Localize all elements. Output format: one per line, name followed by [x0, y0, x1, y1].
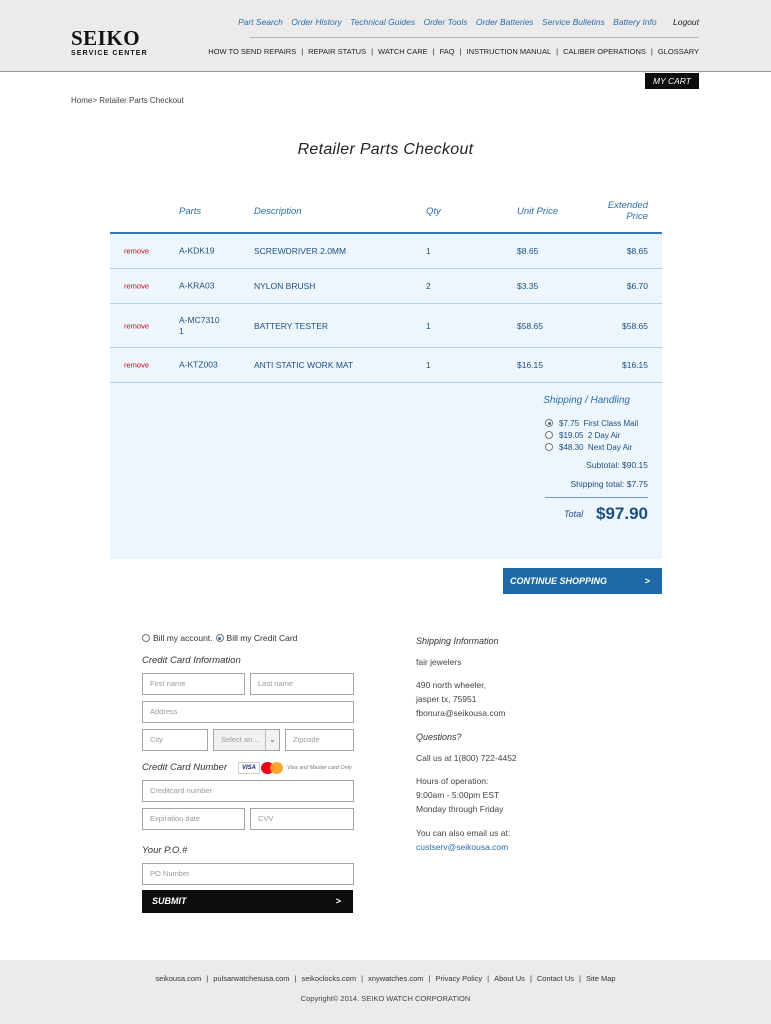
address-field[interactable]: Address: [142, 701, 354, 723]
cc-info-title: Credit Card Information: [142, 655, 241, 666]
submit-button[interactable]: [142, 890, 353, 913]
email-us-label: You can also email us at:: [416, 828, 511, 838]
nav-how-to-send-repairs[interactable]: HOW TO SEND REPAIRS: [208, 47, 297, 56]
part-qty: 1: [426, 360, 431, 370]
footer-separator: |: [294, 974, 297, 983]
accepted-cards: [238, 762, 352, 774]
card-number-field[interactable]: Creditcard number: [142, 780, 354, 802]
ship-to-address1: 490 north wheeler,: [416, 680, 486, 690]
shipping-option-2-day[interactable]: [545, 429, 638, 441]
unit-price: $16.15: [517, 360, 543, 370]
cvv-field[interactable]: CVV: [250, 808, 354, 830]
footer-separator: |: [487, 974, 490, 983]
table-row: [110, 269, 662, 304]
header-qty: Qty: [426, 206, 441, 217]
billing-method: [142, 633, 300, 643]
support-email-link[interactable]: custserv@seikousa.com: [416, 842, 509, 852]
toplink-part-search[interactable]: Part Search: [237, 17, 283, 27]
toplink-order-batteries[interactable]: Order Batteries: [475, 17, 534, 27]
part-description: ANTI STATIC WORK MAT: [254, 360, 354, 370]
footer-link-seikoclocks[interactable]: seikoclocks.com: [301, 974, 357, 983]
nav-repair-status[interactable]: REPAIR STATUS: [308, 47, 367, 56]
po-title: Your P.O.#: [142, 845, 188, 856]
remove-link[interactable]: remove: [124, 246, 150, 256]
toplink-order-history[interactable]: Order History: [291, 17, 342, 27]
part-description: BATTERY TESTER: [254, 320, 329, 331]
cc-number-title: Credit Card Number: [142, 762, 227, 773]
shipping-total: Shipping total: $7.75: [570, 479, 648, 489]
summary-divider: [545, 497, 648, 498]
extended-price: $16.15: [622, 360, 648, 370]
extended-price: $58.65: [622, 320, 648, 331]
bill-account-label: Bill my account.: [153, 633, 213, 643]
chevron-down-icon: ⌄: [265, 730, 279, 750]
shipping-info-title: Shipping Information: [416, 636, 499, 646]
state-select[interactable]: [213, 729, 280, 751]
city-field[interactable]: City: [142, 729, 208, 751]
bill-card-label: Bill my Credit Card: [226, 633, 298, 643]
footer-link-privacy[interactable]: Privacy Policy: [435, 974, 483, 983]
cards-note: Visa and Master card Only: [287, 765, 352, 771]
footer-separator: |: [206, 974, 209, 983]
header-extended-price: Extended Price: [607, 200, 648, 222]
nav-separator: |: [650, 47, 653, 56]
nav-faq[interactable]: FAQ: [439, 47, 455, 56]
state-select-value: Select an ...: [221, 735, 261, 744]
zipcode-field[interactable]: Zipcode: [285, 729, 354, 751]
footer-separator: |: [361, 974, 364, 983]
order-summary: [110, 383, 662, 559]
page-title: Retailer Parts Checkout: [297, 141, 474, 158]
shipping-option-label: $48.30 Next Day Air: [559, 442, 633, 452]
extended-price: $6.70: [626, 281, 648, 291]
first-name-field[interactable]: First name: [142, 673, 245, 695]
expiration-date-field[interactable]: Expiration date: [142, 808, 245, 830]
part-description: SCREWDRIVER 2.0MM: [254, 246, 347, 256]
part-qty: 1: [426, 246, 431, 256]
table-row: [110, 234, 662, 269]
table-row: [110, 304, 662, 348]
nav-separator: |: [301, 47, 304, 56]
extended-price: $8.65: [626, 246, 648, 256]
header-divider: [250, 37, 699, 38]
header-description: Description: [254, 206, 302, 217]
logo-subtitle: SERVICE CENTER: [71, 50, 148, 57]
continue-shopping-button[interactable]: [503, 568, 662, 594]
footer-link-seikousa[interactable]: seikousa.com: [155, 974, 202, 983]
nav-separator: |: [556, 47, 559, 56]
footer-link-sitemap[interactable]: Site Map: [585, 974, 616, 983]
table-row: [110, 348, 662, 383]
part-number: A-MC73101: [179, 314, 220, 336]
mastercard-icon: [261, 762, 283, 774]
questions-title: Questions?: [416, 732, 462, 742]
radio-unselected[interactable]: [545, 443, 553, 451]
support-email-container: [416, 840, 508, 854]
toplink-order-tools[interactable]: Order Tools: [423, 17, 468, 27]
footer-link-about[interactable]: About Us: [494, 974, 525, 983]
part-qty: 2: [426, 281, 431, 291]
chevron-right-icon: >: [335, 896, 341, 906]
ship-to-address2: jasper tx, 75951: [416, 694, 477, 704]
total-value: $97.90: [596, 504, 648, 523]
submit-label: SUBMIT: [152, 896, 187, 906]
footer-separator: |: [579, 974, 581, 983]
radio-bill-account[interactable]: [142, 634, 150, 642]
total-label: Total: [564, 509, 584, 519]
cart-header-row: [110, 196, 662, 234]
call-us-text: Call us at 1(800) 722-4452: [416, 753, 517, 763]
nav-separator: |: [459, 47, 462, 56]
part-number: A-KRA03: [179, 280, 215, 291]
part-number: A-KDK19: [179, 245, 215, 256]
main-nav: [208, 47, 699, 56]
hours-label: Hours of operation:: [416, 776, 489, 786]
radio-selected[interactable]: [545, 419, 553, 427]
shipping-handling-title: Shipping / Handling: [543, 395, 630, 406]
footer-links: [0, 974, 771, 983]
last-name-field[interactable]: Last name: [250, 673, 354, 695]
footer-separator: |: [428, 974, 431, 983]
nav-separator: |: [432, 47, 435, 56]
nav-instruction-manual[interactable]: INSTRUCTION MANUAL: [466, 47, 552, 56]
footer-separator: |: [529, 974, 532, 983]
toplink-service-bulletins[interactable]: Service Bulletins: [541, 17, 605, 27]
top-links: [232, 17, 699, 27]
continue-shopping-label: CONTINUE SHOPPING: [510, 576, 608, 586]
ship-to-name: fair jewelers: [416, 657, 462, 667]
shipping-option-label: $7.75 First Class Mail: [559, 418, 639, 428]
breadcrumb: Home> Retailer Parts Checkout: [71, 96, 184, 105]
my-cart-button[interactable]: MY CART: [645, 73, 699, 89]
ship-to-email: fbonura@seikousa.com: [416, 708, 506, 718]
nav-separator: |: [371, 47, 374, 56]
logout-link[interactable]: Logout: [673, 17, 699, 27]
cart-table: [110, 196, 662, 559]
toplink-battery-info[interactable]: Battery Info: [613, 17, 657, 27]
unit-price: $3.35: [517, 281, 539, 291]
po-number-field[interactable]: PO Number: [142, 863, 354, 885]
part-number: A-KTZ003: [179, 359, 218, 370]
shipping-options: [545, 417, 638, 453]
header-unit-price: Unit Price: [517, 206, 559, 217]
part-description: NYLON BRUSH: [254, 281, 316, 291]
nav-caliber-operations[interactable]: CALIBER OPERATIONS: [563, 47, 646, 56]
site-footer: [0, 960, 771, 1024]
shipping-option-label: $19.05 2 Day Air: [559, 430, 621, 440]
site-header: [0, 0, 771, 72]
logo-wordmark: SEIKO: [71, 26, 141, 50]
remove-link[interactable]: remove: [124, 360, 150, 370]
footer-link-pulsar[interactable]: pulsarwatchesusa.com: [213, 974, 290, 983]
remove-link[interactable]: remove: [124, 281, 150, 291]
radio-unselected[interactable]: [545, 431, 553, 439]
footer-link-xnywatches[interactable]: xnywatches.com: [368, 974, 424, 983]
toplink-technical-guides[interactable]: Technical Guides: [350, 17, 416, 27]
remove-link[interactable]: remove: [124, 321, 150, 330]
hours-text: 9:00am - 5:00pm EST: [416, 790, 500, 800]
shipping-option-next-day[interactable]: [545, 441, 638, 453]
chevron-right-icon: >: [644, 576, 650, 586]
part-qty: 1: [426, 320, 431, 331]
copyright: Copyright© 2014. SEIKO WATCH CORPORATION: [300, 994, 471, 1003]
subtotal: Subtotal: $90.15: [586, 460, 648, 470]
radio-bill-credit-card[interactable]: [216, 634, 224, 642]
visa-icon: VISA: [238, 762, 260, 774]
footer-link-contact[interactable]: Contact Us: [536, 974, 574, 983]
seiko-logo[interactable]: [71, 26, 148, 57]
unit-price: $8.65: [517, 246, 539, 256]
unit-price: $58.65: [517, 320, 543, 331]
nav-glossary[interactable]: GLOSSARY: [657, 47, 699, 56]
shipping-option-first-class[interactable]: [545, 417, 638, 429]
nav-watch-care[interactable]: WATCH CARE: [378, 47, 428, 56]
header-parts: Parts: [179, 206, 202, 217]
days-text: Monday through Friday: [416, 804, 504, 814]
